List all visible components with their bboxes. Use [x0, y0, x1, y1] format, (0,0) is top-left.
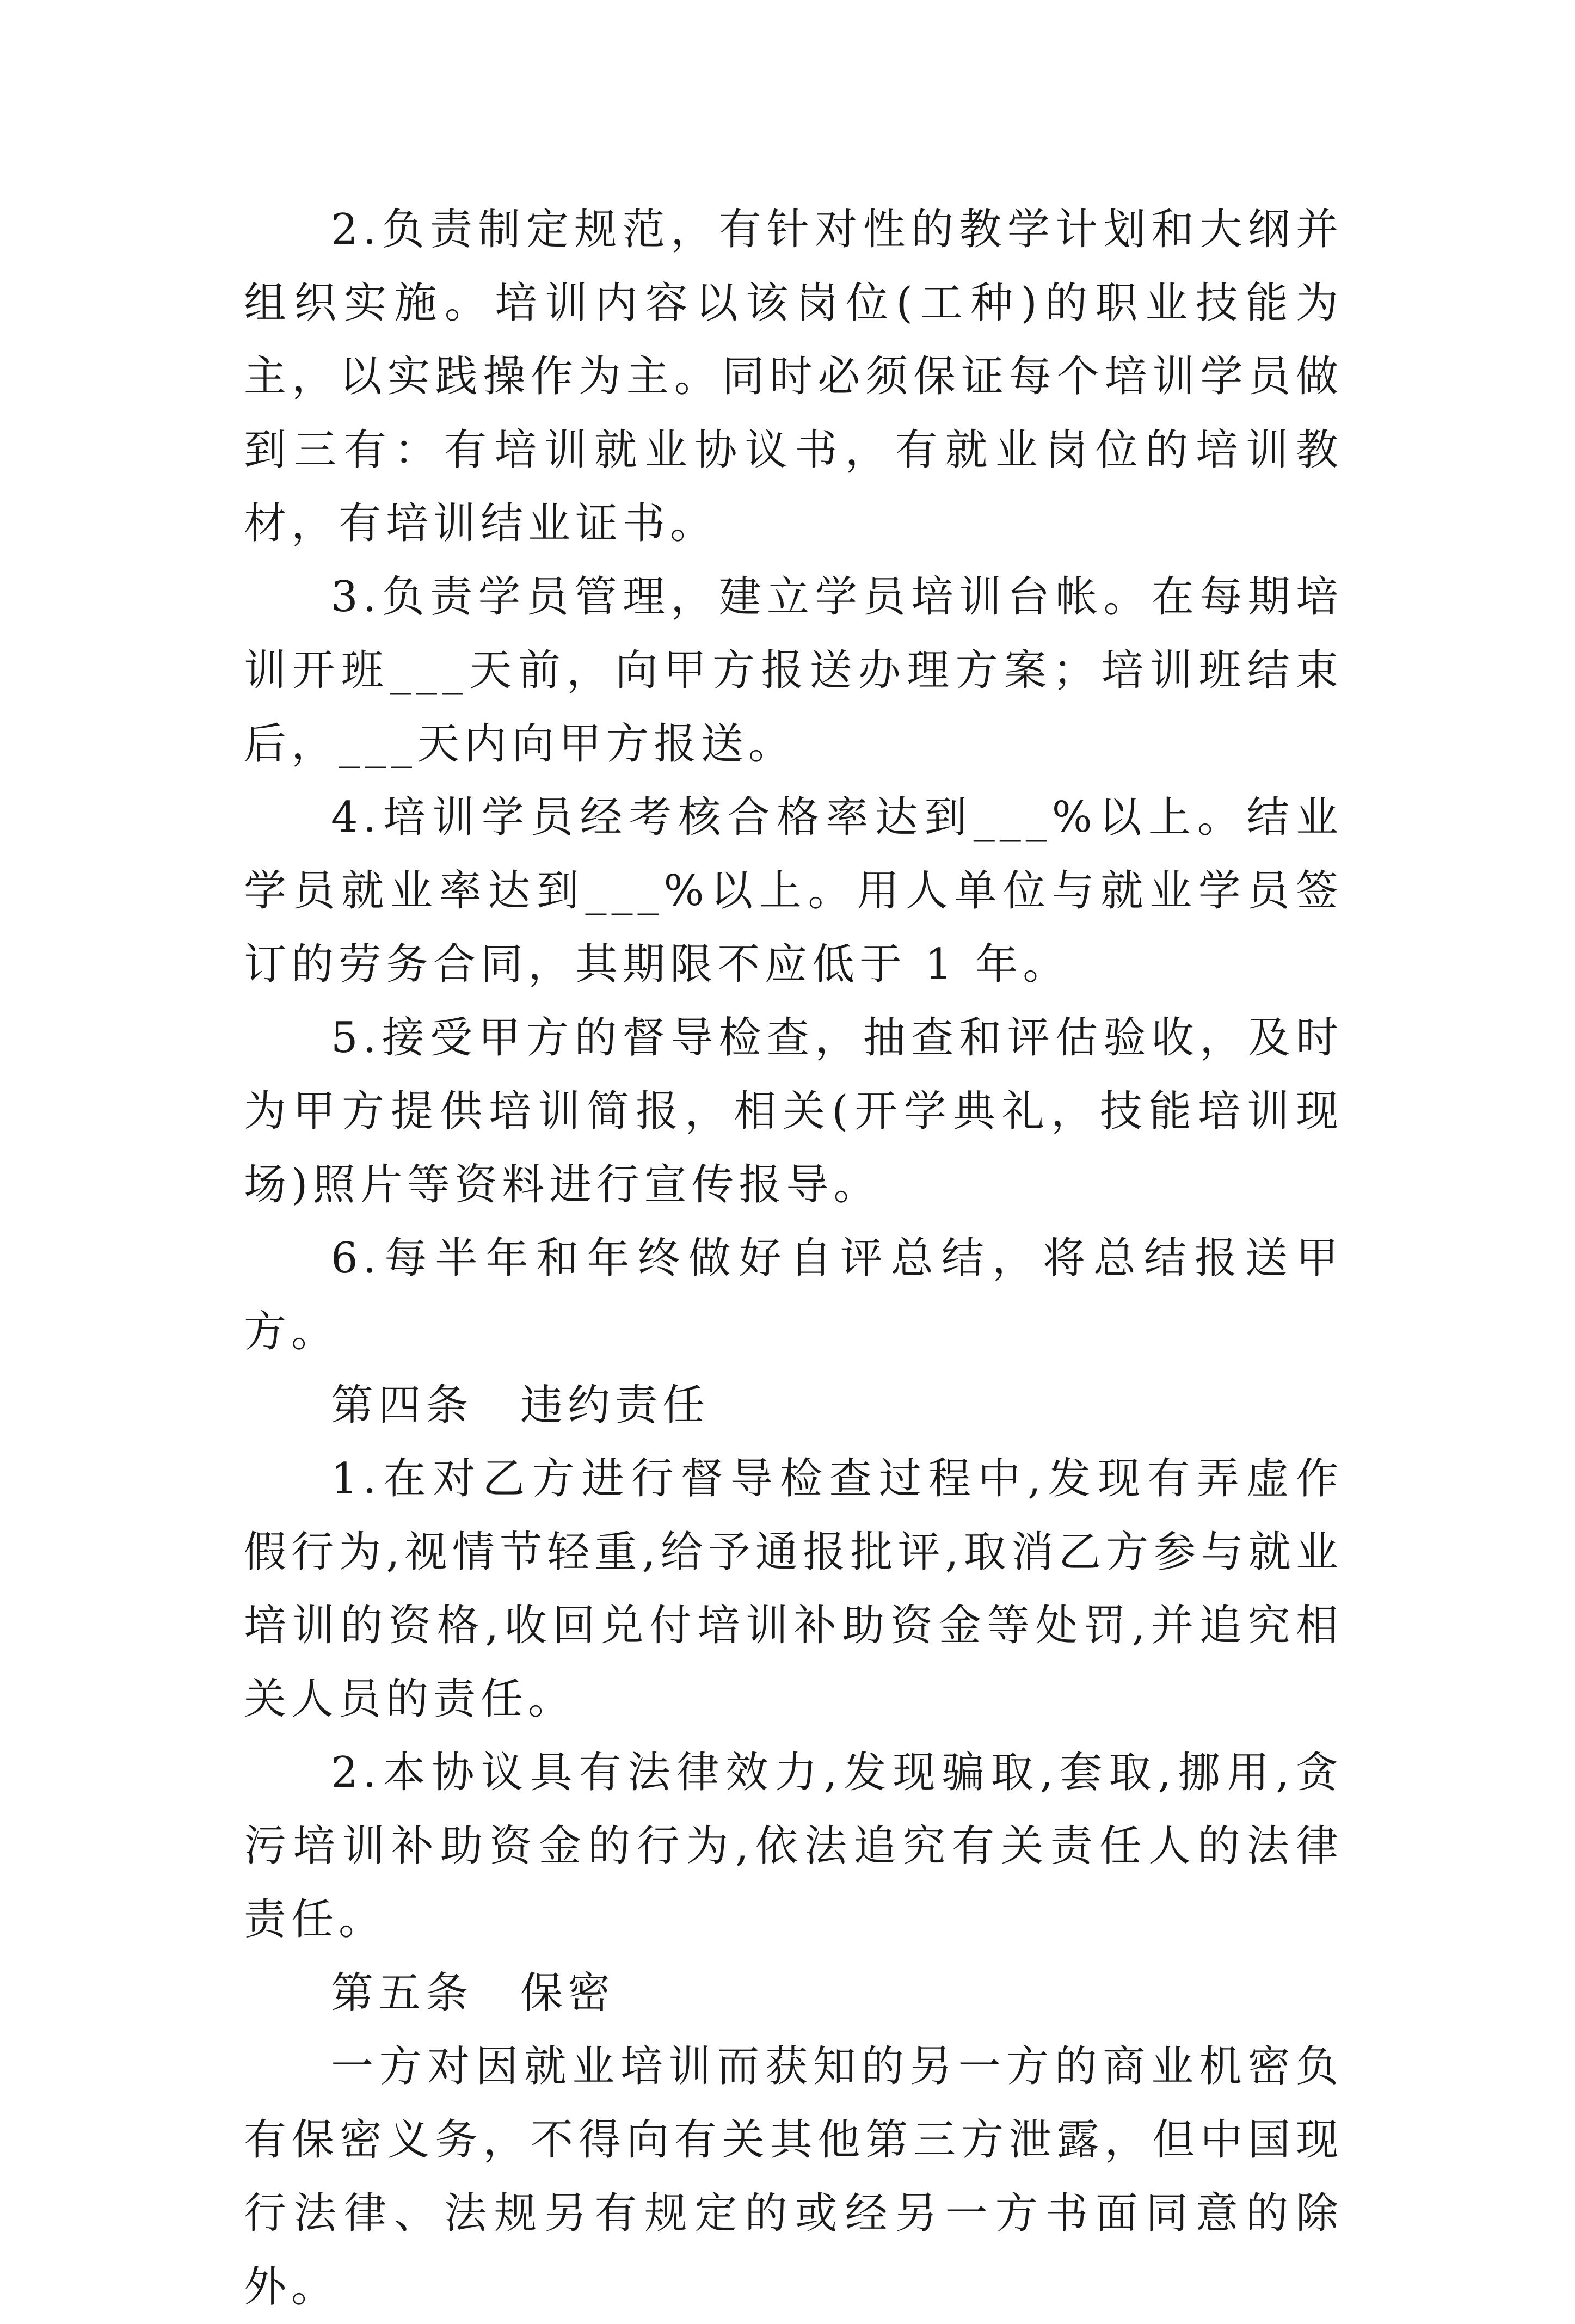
breach-clause-1: 1.在对乙方进行督导检查过程中,发现有弄虚作假行为,视情节轻重,给予通报批评,取消乙方参与就业培训的资格,收回兑付培训补助资金等处罚,并追究相关人员的责任。	[244, 1454, 1343, 1724]
paragraph-item-3: 3.负责学员管理，建立学员培训台帐。在每期培训开班___天前，向甲方报送办理方案；培训班结束后，___天内向甲方报送。	[244, 573, 1343, 768]
article-5-heading: 第五条 保密	[331, 1969, 616, 2018]
paragraph-item-4: 4.培训学员经考核合格率达到___%以上。结业学员就业率达到___%以上。用人单位与就业学员签订的劳务合同，其期限不应低于 1 年。	[244, 793, 1343, 989]
article-4-heading: 第四条 违约责任	[331, 1381, 710, 1430]
breach-clause-2: 2.本协议具有法律效力,发现骗取,套取,挪用,贪污培训补助资金的行为,依法追究有关责任人的法律责任。	[244, 1748, 1343, 1944]
paragraph-item-2: 2.负责制定规范，有针对性的教学计划和大纲并组织实施。培训内容以该岗位(工种)的职业技能为主，以实践操作为主。同时必须保证每个培训学员做到三有：有培训就业协议书，有就业岗位的培训教材，有培训结业证书。	[244, 205, 1343, 548]
document-body	[244, 193, 1343, 2324]
paragraph-item-6: 6.每半年和年终做好自评总结，将总结报送甲方。	[244, 1234, 1343, 1356]
paragraph-item-5: 5.接受甲方的督导检查，抽查和评估验收，及时为甲方提供培训简报，相关(开学典礼，技能培训现场)照片等资料进行宣传报导。	[244, 1013, 1343, 1209]
confidentiality-clause: 一方对因就业培训而获知的另一方的商业机密负有保密义务，不得向有关其他第三方泄露，但中国现行法律、法规另有规定的或经另一方书面同意的除外。	[244, 2042, 1343, 2311]
